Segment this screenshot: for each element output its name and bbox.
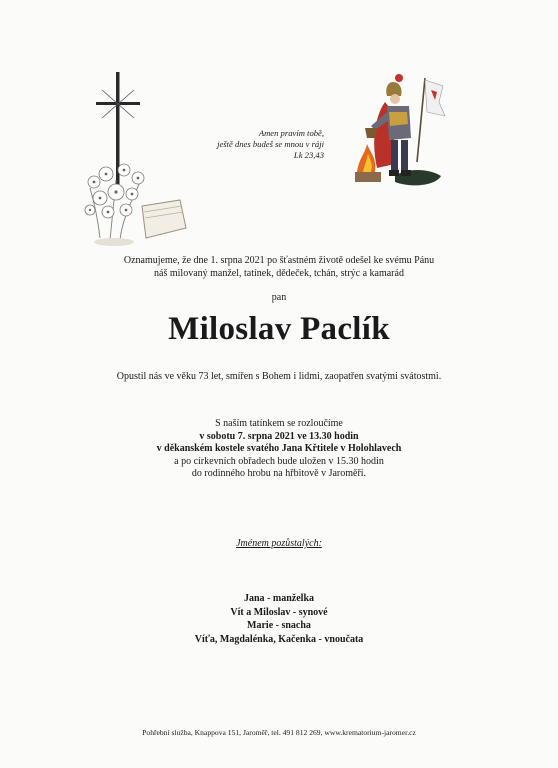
announcement-line-1: Oznamujeme, že dne 1. srpna 2021 po šťastném životě odešel ke svému Pánu: [123, 255, 435, 266]
saint-florian-icon: [355, 72, 447, 194]
family-list: [0, 592, 558, 646]
family-member: Víťa, Magdalénka, Kačenka - vnoučata: [194, 633, 364, 645]
funeral-details: [0, 418, 558, 481]
quote-line-1: Amen pravím tobě,: [258, 128, 324, 138]
farewell-line-4: a po církevních obřadech bude uložen v 15.30 hodin: [174, 455, 384, 467]
on-behalf-heading: [0, 538, 558, 549]
funeral-service-footer: Pohřební služba, Knappova 151, Jaroměř, tel. 491 812 269, www.krematorium-jaromer.cz: [142, 728, 416, 737]
family-member: Jana - manželka: [244, 593, 314, 604]
deceased-name: Miloslav Paclík: [168, 311, 390, 347]
quote-line-2: ještě dnes budeš se mnou v ráji: [217, 139, 324, 149]
announcement-line-2: náš milovaný manžel, tatínek, dědeček, tchán, strýc a kamarád: [154, 268, 404, 279]
farewell-line-5: do rodinného hrobu na hřbitově v Jaroměři.: [191, 468, 367, 480]
family-member: Marie - snacha: [247, 620, 311, 631]
quote-reference: Lk 23,43: [293, 150, 324, 160]
farewell-line-1: S naším tatínkem se rozloučíme: [215, 418, 343, 429]
cross-with-lilies-icon: [80, 70, 190, 252]
bible-quote: [196, 128, 324, 161]
family-member: Vít a Miloslav - synové: [230, 606, 328, 618]
death-details: Opustil nás ve věku 73 let, smířen s Bohem i lidmi, zaopatřen svatými svátostmi.: [116, 371, 442, 382]
farewell-place: v děkanském kostele svatého Jana Křtitele v Holohlavech: [156, 443, 402, 455]
on-behalf-label: Jménem pozůstalých:: [236, 538, 322, 549]
death-announcement: [0, 254, 558, 280]
farewell-date: v sobotu 7. srpna 2021 ve 13.30 hodin: [199, 430, 359, 442]
title-pan: pan: [271, 292, 287, 303]
